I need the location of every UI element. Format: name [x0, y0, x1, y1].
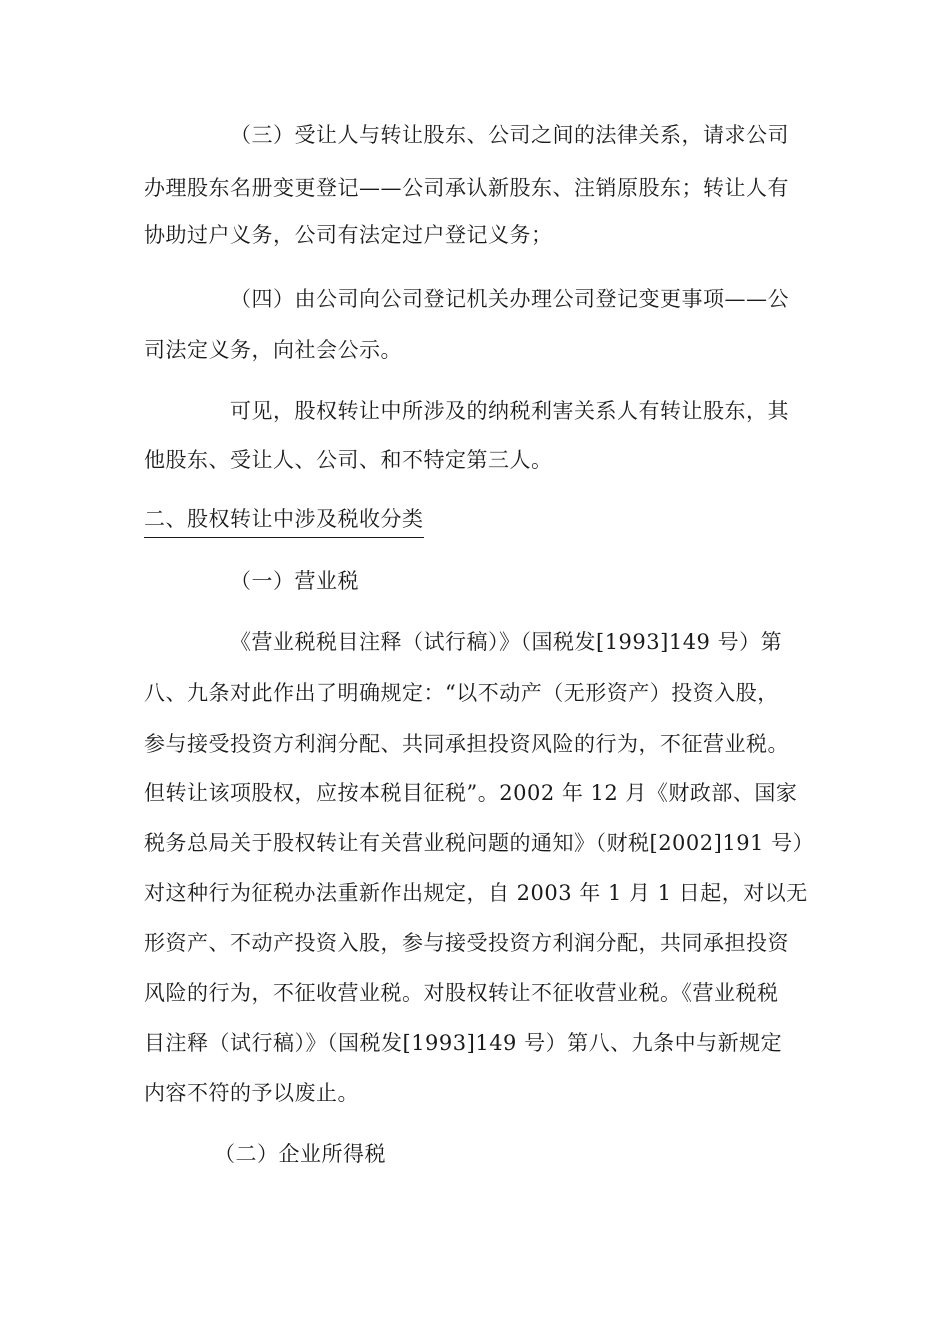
paragraph-line: 可见，股权转让中所涉及的纳税利害关系人有转让股东，其	[230, 399, 789, 423]
paragraph-line: 他股东、受让人、公司、和不特定第三人。	[144, 448, 553, 472]
paragraph-line: 内容不符的予以废止。	[144, 1081, 359, 1105]
subsection-heading: （二）企业所得税	[214, 1142, 386, 1166]
paragraph-line: 税务总局关于股权转让有关营业税问题的通知》（财税[2002]191 号）	[144, 831, 815, 855]
section-heading: 二、股权转让中涉及税收分类	[144, 505, 424, 538]
paragraph-line: 办理股东名册变更登记——公司承认新股东、注销原股东；转让人有	[144, 176, 789, 200]
paragraph-line: （四）由公司向公司登记机关办理公司登记变更事项——公	[230, 287, 789, 311]
paragraph-line: 但转让该项股权，应按本税目征税”。2002 年 12 月《财政部、国家	[144, 781, 798, 805]
subsection-heading: （一）营业税	[230, 569, 359, 593]
paragraph-line: （三）受让人与转让股东、公司之间的法律关系，请求公司	[230, 123, 789, 147]
paragraph-line: 司法定义务，向社会公示。	[144, 338, 402, 362]
paragraph-line: 协助过户义务，公司有法定过户登记义务；	[144, 223, 553, 247]
paragraph-line: 形资产、不动产投资入股，参与接受投资方利润分配，共同承担投资	[144, 931, 789, 955]
paragraph-line: 参与接受投资方利润分配、共同承担投资风险的行为，不征营业税。	[144, 732, 789, 756]
paragraph-line: 风险的行为，不征收营业税。对股权转让不征收营业税。《营业税税	[144, 981, 779, 1005]
paragraph-line: 目注释（试行稿）》（国税发[1993]149 号）第八、九条中与新规定	[144, 1031, 783, 1055]
paragraph-line: 对这种行为征税办法重新作出规定，自 2003 年 1 月 1 日起，对以无	[144, 881, 808, 905]
paragraph-line: 《营业税税目注释（试行稿）》（国税发[1993]149 号）第	[230, 630, 783, 654]
paragraph-line: 八、九条对此作出了明确规定：“以不动产（无形资产）投资入股，	[144, 681, 779, 705]
